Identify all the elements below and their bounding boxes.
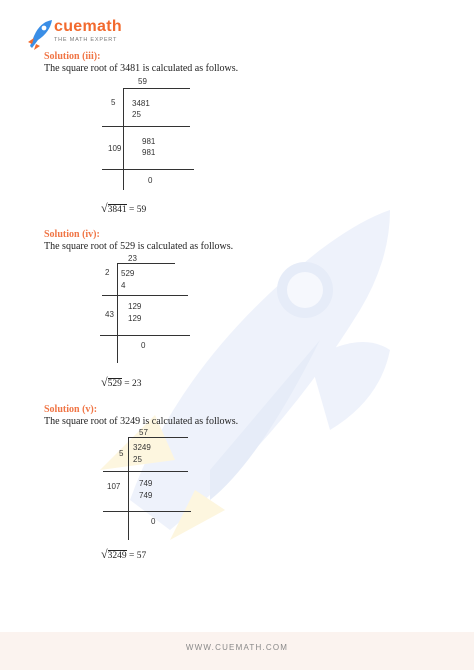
dividend: 529 xyxy=(121,269,135,278)
brand-name: cuemath xyxy=(54,18,122,35)
quotient: 57 xyxy=(139,428,148,437)
radicand: 3249 xyxy=(107,551,127,561)
quotient: 59 xyxy=(138,77,147,86)
solution-iv-title: Solution (iv): xyxy=(44,229,100,240)
divisor-2: 43 xyxy=(105,310,114,319)
solution-iii-title: Solution (iii): xyxy=(44,51,101,62)
remainder-1: 981 xyxy=(142,137,156,146)
result-v xyxy=(101,547,146,562)
result-value: = 57 xyxy=(128,551,147,561)
subtrahend-2: 129 xyxy=(128,314,142,323)
result-iii xyxy=(101,201,146,216)
radical-sign: √ xyxy=(101,201,108,215)
subtrahend-2: 749 xyxy=(139,491,153,500)
radical-sign: √ xyxy=(101,375,108,389)
quotient: 23 xyxy=(128,254,137,263)
divisor-1: 5 xyxy=(119,449,124,458)
subtrahend-1: 25 xyxy=(132,110,141,119)
divisor-1: 5 xyxy=(111,98,116,107)
dividend: 3249 xyxy=(133,443,151,452)
remainder-1: 129 xyxy=(128,302,142,311)
divisor-2: 107 xyxy=(107,482,121,491)
final-remainder: 0 xyxy=(151,517,156,526)
radicand: 3841 xyxy=(107,205,127,215)
final-remainder: 0 xyxy=(141,341,146,350)
solution-v-text: The square root of 3249 is calculated as follows. xyxy=(44,416,239,427)
final-remainder: 0 xyxy=(148,176,153,185)
brand-tagline: THE MATH EXPERT xyxy=(54,37,118,43)
subtrahend-2: 981 xyxy=(142,148,156,157)
divisor-2: 109 xyxy=(108,144,122,153)
solution-iii-text: The square root of 3481 is calculated as follows. xyxy=(44,63,239,74)
footer-url[interactable]: WWW.CUEMATH.COM xyxy=(185,643,289,652)
result-value: = 59 xyxy=(128,205,147,215)
remainder-1: 749 xyxy=(139,479,153,488)
cuemath-rocket-logo-icon xyxy=(24,16,54,56)
radicand: 529 xyxy=(107,379,122,389)
solution-iv-text: The square root of 529 is calculated as follows. xyxy=(44,241,234,252)
dividend: 3481 xyxy=(132,99,150,108)
divisor-1: 2 xyxy=(105,268,110,277)
subtrahend-1: 4 xyxy=(121,281,126,290)
subtrahend-1: 25 xyxy=(133,455,142,464)
solution-v-title: Solution (v): xyxy=(44,404,98,415)
result-value: = 23 xyxy=(124,379,142,389)
result-iv xyxy=(101,375,141,390)
radical-sign: √ xyxy=(101,547,108,561)
